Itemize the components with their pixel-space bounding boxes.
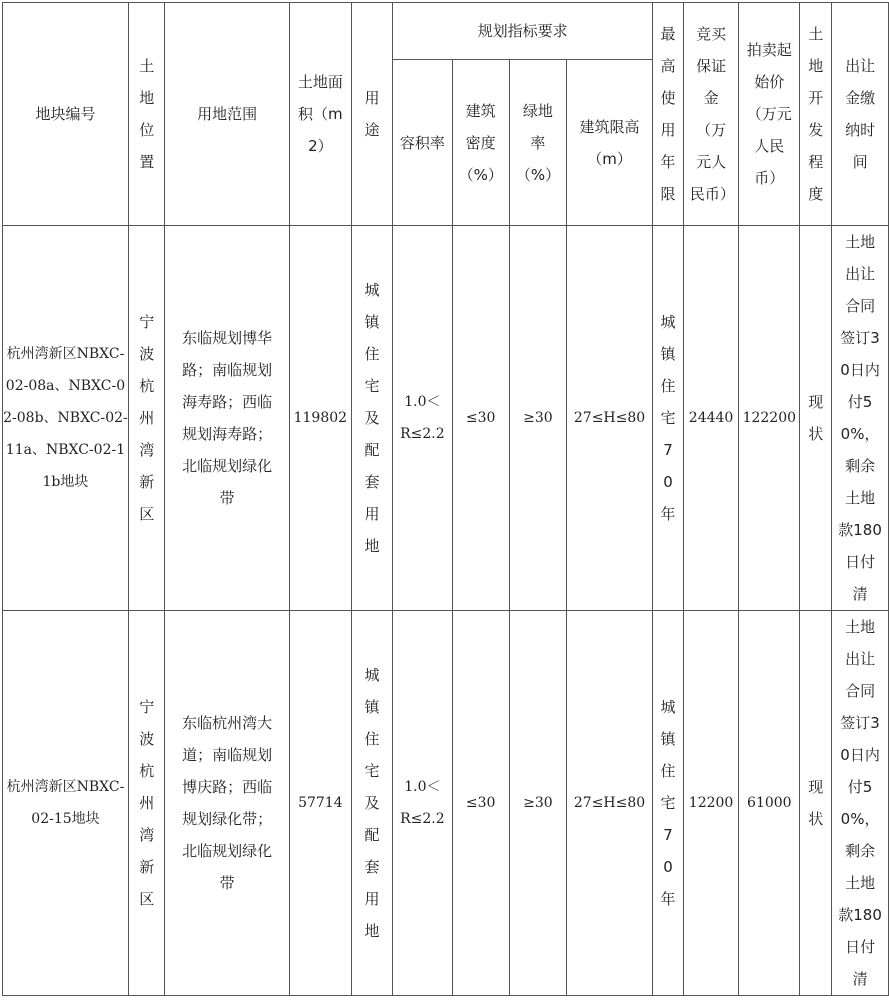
header-area: 土地面积（m2） — [289, 3, 351, 226]
cell-payment: 土地出让合同签订30日内付50%，剩余土地款180日付清 — [832, 611, 889, 996]
header-density: 建筑密度（%） — [452, 60, 509, 226]
cell-height: 27≤H≤80 — [567, 226, 653, 611]
cell-deposit: 12200 — [683, 611, 738, 996]
header-start-price: 拍卖起始价（万元人民币） — [739, 3, 800, 226]
cell-plot-no: 杭州湾新区NBXC-02-15地块 — [3, 611, 129, 996]
land-listing-table — [2, 2, 889, 996]
cell-term: 城镇住宅70年 — [653, 226, 684, 611]
cell-usage: 城镇住宅及配套用地 — [351, 226, 392, 611]
cell-green: ≥30 — [509, 611, 566, 996]
table-row — [3, 226, 889, 611]
cell-dev: 现状 — [800, 226, 832, 611]
cell-scope: 东临规划博华路；南临规划海寿路；西临规划海寿路；北临规划绿化带 — [165, 226, 289, 611]
cell-green: ≥30 — [509, 226, 566, 611]
header-plot-no: 地块编号 — [3, 3, 129, 226]
cell-density: ≤30 — [452, 226, 509, 611]
header-row-top — [3, 3, 889, 60]
header-payment: 出让金缴纳时间 — [832, 3, 889, 226]
table-row — [3, 611, 889, 996]
header-far: 容积率 — [393, 60, 452, 226]
cell-deposit: 24440 — [683, 226, 738, 611]
cell-dev: 现状 — [800, 611, 832, 996]
cell-location: 宁波杭州湾新区 — [128, 611, 165, 996]
header-dev: 土地开发程度 — [800, 3, 832, 226]
cell-usage: 城镇住宅及配套用地 — [351, 611, 392, 996]
header-usage: 用途 — [351, 3, 392, 226]
cell-term: 城镇住宅70年 — [653, 611, 684, 996]
cell-far: 1.0＜R≤2.2 — [393, 226, 452, 611]
cell-height: 27≤H≤80 — [567, 611, 653, 996]
cell-start-price: 122200 — [739, 226, 800, 611]
cell-area: 57714 — [289, 611, 351, 996]
cell-density: ≤30 — [452, 611, 509, 996]
header-height: 建筑限高（m） — [567, 60, 653, 226]
header-term: 最高使用年限 — [653, 3, 684, 226]
cell-location: 宁波杭州湾新区 — [128, 226, 165, 611]
header-planning: 规划指标要求 — [393, 3, 653, 60]
header-deposit: 竞买保证金（万元人民币） — [683, 3, 738, 226]
header-location: 土地位置 — [128, 3, 165, 226]
cell-start-price: 61000 — [739, 611, 800, 996]
cell-area: 119802 — [289, 226, 351, 611]
header-scope: 用地范围 — [165, 3, 289, 226]
cell-plot-no: 杭州湾新区NBXC-02-08a、NBXC-02-08b、NBXC-02-11a、NBXC-02-11b地块 — [3, 226, 129, 611]
header-green: 绿地率（%） — [509, 60, 566, 226]
cell-payment: 土地出让合同签订30日内付50%，剩余土地款180日付清 — [832, 226, 889, 611]
cell-far: 1.0＜R≤2.2 — [393, 611, 452, 996]
cell-scope: 东临杭州湾大道；南临规划博庆路；西临规划绿化带；北临规划绿化带 — [165, 611, 289, 996]
